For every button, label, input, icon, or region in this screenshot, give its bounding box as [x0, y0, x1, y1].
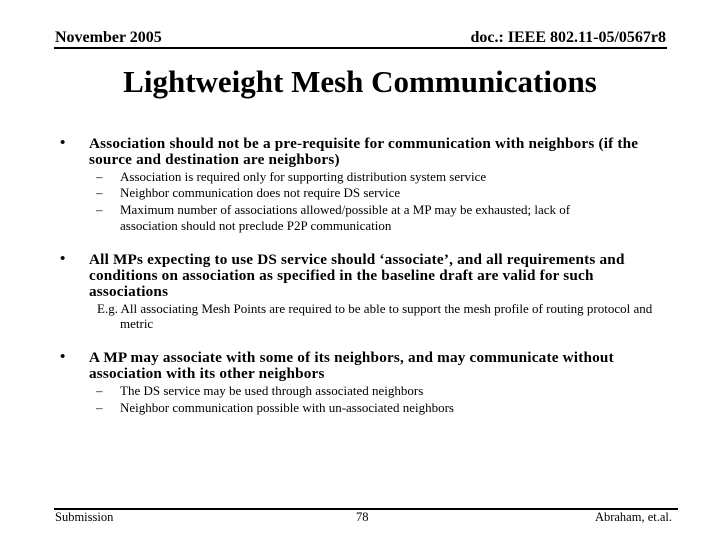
bullet-2-text: [89, 252, 669, 300]
header-date: November 2005: [55, 29, 162, 46]
sub-bullet: Neighbor communication does not require DS service: [120, 185, 401, 200]
text-line: source and destination are neighbors): [89, 151, 340, 168]
header-rule: [54, 47, 667, 49]
dash-marker: –: [96, 169, 103, 184]
example-note: E.g. All associating Mesh Points are required to be able to support the mesh profile of routing protocol and metric: [97, 301, 653, 331]
sub-bullet: Association is required only for supporting distribution system service: [120, 169, 487, 184]
footer-authors: Abraham, et.al.: [594, 510, 672, 524]
slide-title: Lightweight Mesh Communications: [123, 64, 597, 99]
text-line: Maximum number of associations allowed/possible at a MP may be exhausted; lack of: [120, 202, 571, 217]
text-line: A MP may associate with some of its neighbors, and may communicate without: [89, 349, 614, 366]
bullet-3-text: [89, 350, 669, 382]
bullet-marker: •: [60, 349, 66, 365]
sub-bullet: Neighbor communication possible with un-associated neighbors: [120, 400, 454, 415]
bullet-1-text: [89, 136, 669, 168]
text-line: All MPs expecting to use DS service should ‘associate’, and all requirements and: [89, 251, 625, 268]
sub-bullet: The DS service may be used through associated neighbors: [120, 383, 424, 398]
bullet-marker: •: [60, 135, 66, 151]
dash-marker: –: [96, 383, 103, 398]
dash-marker: –: [96, 400, 103, 415]
dash-marker: –: [96, 202, 103, 217]
footer-submission: Submission: [55, 510, 114, 524]
text-line: associations: [89, 283, 169, 300]
sub-bullet: [120, 202, 650, 234]
bullet-marker: •: [60, 251, 66, 267]
page-number: 78: [356, 510, 369, 524]
text-line: conditions on association as specified in the baseline draft are valid for such: [89, 267, 594, 284]
header-doc-id: doc.: IEEE 802.11-05/0567r8: [470, 29, 666, 46]
dash-marker: –: [96, 185, 103, 200]
text-line: association should not preclude P2P communication: [120, 218, 392, 233]
text-line: association with its other neighbors: [89, 365, 325, 382]
text-line: Association should not be a pre-requisite for communication with neighbors (if the: [89, 135, 639, 152]
